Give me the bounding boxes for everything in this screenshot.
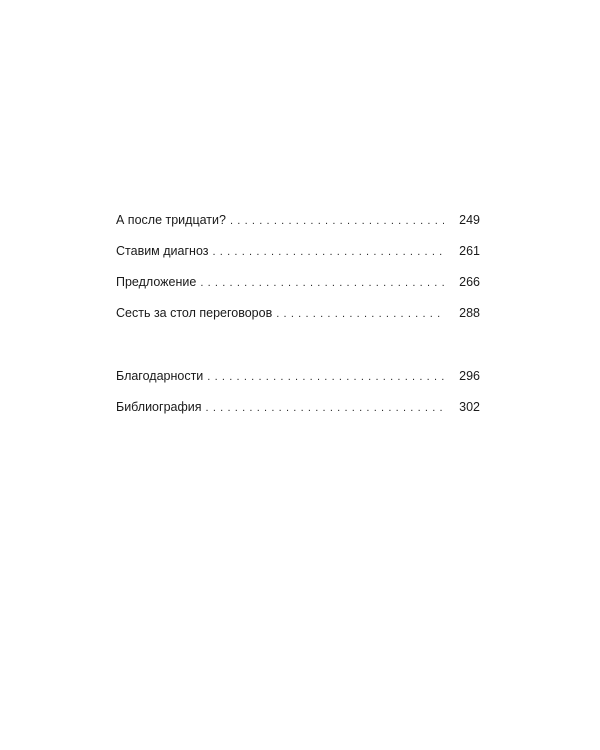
toc-entry-title: Благодарности bbox=[116, 369, 204, 383]
toc-dot-leader bbox=[206, 400, 444, 416]
toc-entry-title: Библиография bbox=[116, 400, 202, 414]
toc-entry-page: 249 bbox=[459, 213, 480, 227]
toc-entry[interactable] bbox=[116, 274, 480, 305]
toc-entry-title: Предложение bbox=[116, 275, 197, 289]
toc-entry-page: 288 bbox=[459, 306, 480, 320]
toc-entry-title: Ставим диагноз bbox=[116, 244, 209, 258]
toc-entry[interactable] bbox=[116, 399, 480, 430]
toc-entry-page: 261 bbox=[459, 244, 480, 258]
toc-dot-leader bbox=[207, 369, 444, 385]
toc-entry-title: Сесть за стол переговоров bbox=[116, 306, 273, 320]
toc-dot-leader bbox=[213, 244, 445, 260]
toc-entry[interactable] bbox=[116, 212, 480, 243]
toc-entry-title: А после тридцати? bbox=[116, 213, 226, 227]
toc-entry-page: 266 bbox=[459, 275, 480, 289]
toc-group-chapters bbox=[116, 212, 480, 336]
toc-entry[interactable] bbox=[116, 243, 480, 274]
toc-dot-leader bbox=[200, 275, 444, 291]
toc-dot-leader bbox=[276, 306, 444, 322]
toc-entry-page: 296 bbox=[459, 369, 480, 383]
toc-entry[interactable] bbox=[116, 368, 480, 399]
table-of-contents bbox=[116, 212, 480, 430]
toc-entry-page: 302 bbox=[459, 400, 480, 414]
toc-group-backmatter bbox=[116, 368, 480, 430]
toc-dot-leader bbox=[230, 213, 444, 229]
toc-entry[interactable] bbox=[116, 305, 480, 336]
